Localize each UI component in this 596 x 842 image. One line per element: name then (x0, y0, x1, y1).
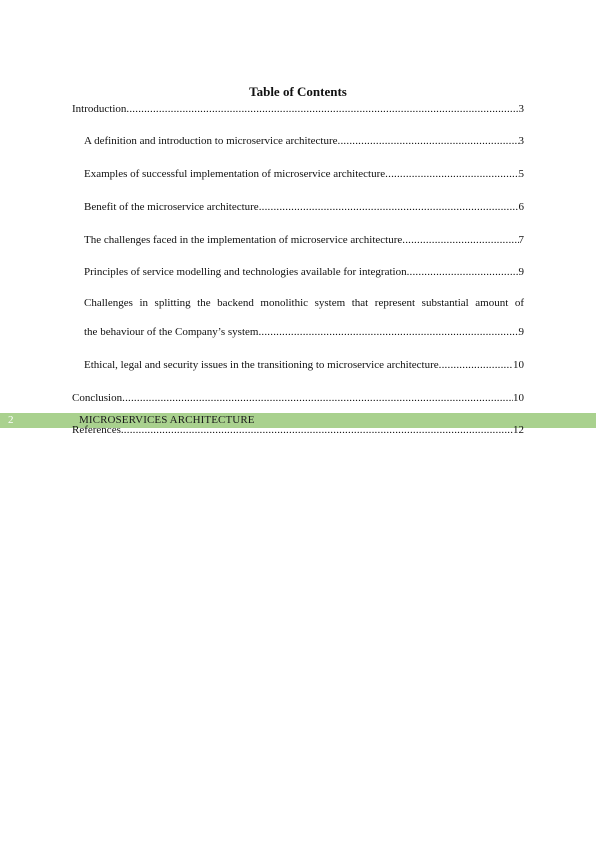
toc-leader-dots (338, 134, 519, 148)
toc-entry-conclusion[interactable] (72, 391, 524, 405)
toc-entry-challenges[interactable] (84, 233, 524, 247)
toc-entry-label: References (72, 424, 121, 436)
toc-entry-ethical[interactable] (84, 358, 524, 372)
toc-entry-label: The challenges faced in the implementation of microservice architecture (84, 234, 403, 246)
toc-entry-page: 12 (513, 424, 524, 436)
toc-entry-page: 9 (518, 326, 524, 338)
toc-entry-page: 10 (513, 392, 524, 404)
toc-leader-dots (122, 391, 513, 405)
toc-entry-splitting-line1[interactable]: Challenges in splitting the backend monolithic system that represent substantial amount of (84, 297, 524, 309)
toc-entry-label: Ethical, legal and security issues in the transitioning to microservice architecture (84, 359, 439, 371)
toc-entry-label: Introduction (72, 103, 127, 115)
toc-entry-page: 9 (518, 266, 524, 278)
toc-leader-dots (407, 265, 519, 279)
toc-entry-page: 7 (518, 234, 524, 246)
header-page-number: 2 (8, 414, 14, 426)
toc-entry-label: Conclusion (72, 392, 123, 404)
toc-leader-dots (385, 167, 518, 181)
toc-entry-introduction[interactable] (72, 102, 524, 116)
toc-leader-dots (126, 102, 518, 116)
toc-entry-page: 6 (518, 201, 524, 213)
toc-entry-label: Examples of successful implementation of microservice architecture (84, 168, 386, 180)
toc-leader-dots (258, 325, 518, 339)
toc-leader-dots (259, 200, 519, 214)
toc-entry-splitting[interactable] (84, 325, 524, 339)
toc-entry-principles[interactable] (84, 265, 524, 279)
toc-entry-label: Principles of service modelling and technologies available for integration (84, 266, 407, 278)
toc-entry-page: 10 (513, 359, 524, 371)
toc-entry-definition[interactable] (84, 134, 524, 148)
toc-leader-dots (439, 358, 513, 372)
toc-entry-label: the behaviour of the Company’s system (84, 326, 259, 338)
toc-leader-dots (402, 233, 518, 247)
toc-entry-page: 3 (518, 103, 524, 115)
toc-entry-label: Benefit of the microservice architecture (84, 201, 259, 213)
toc-entry-page: 3 (518, 135, 524, 147)
toc-entry-label: A definition and introduction to microservice architecture (84, 135, 338, 147)
toc-title: Table of Contents (249, 84, 347, 99)
toc-entry-page: 5 (518, 168, 524, 180)
toc-entry-benefit[interactable] (84, 200, 524, 214)
header-running-title: MICROSERVICES ARCHITECTURE (79, 414, 255, 426)
toc-entry-examples[interactable] (84, 167, 524, 181)
